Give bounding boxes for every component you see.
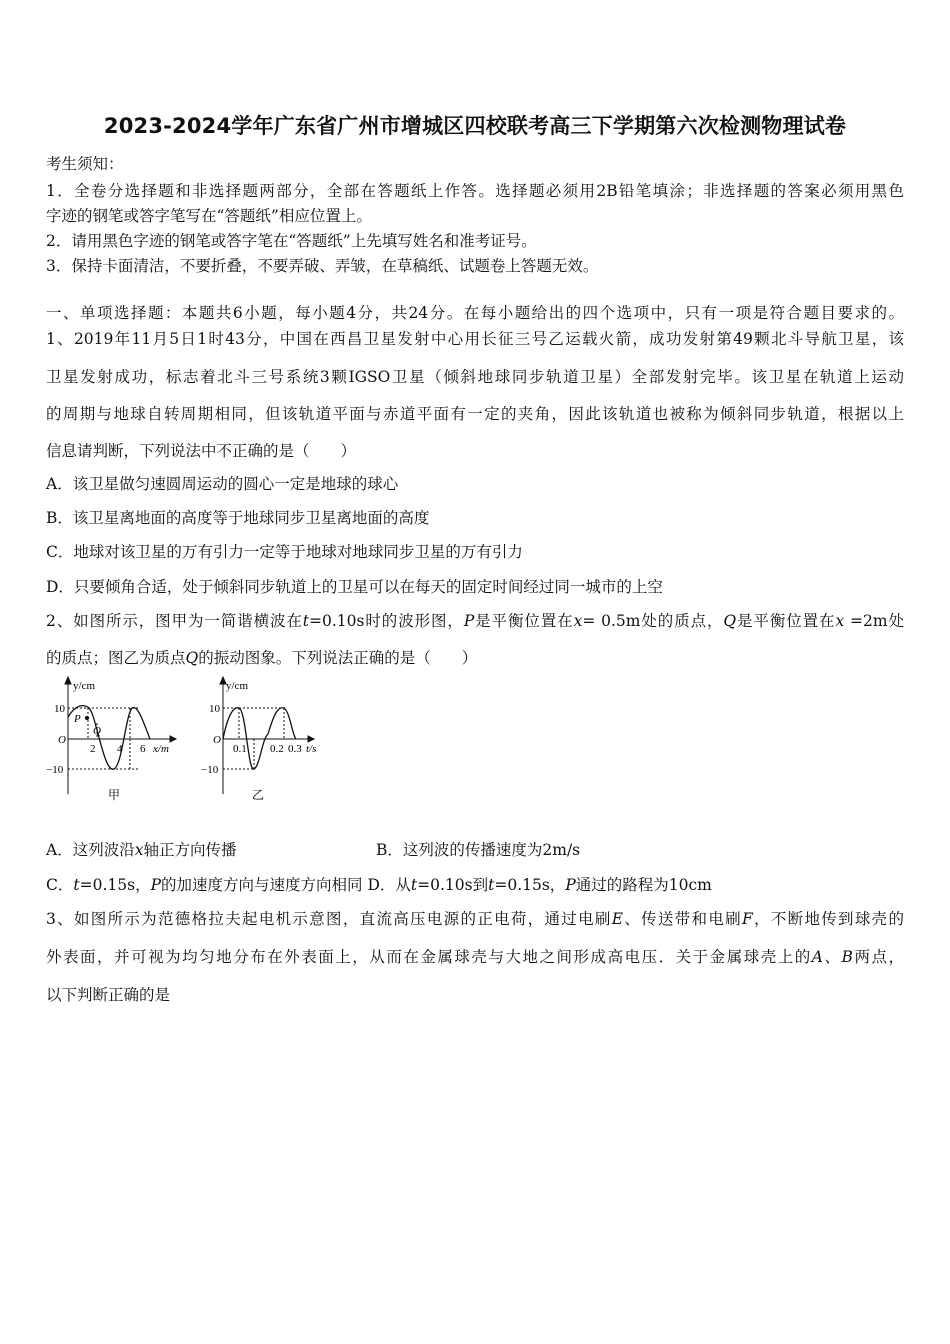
notice-item-2: 2．请用黑色字迹的钢笔或答字笔在“答题纸”上先填写姓名和准考证号。: [46, 232, 537, 250]
page-title: 2023-2024学年广东省广州市增城区四校联考高三下学期第六次检测物理试卷: [103, 114, 847, 138]
notice-item-3: 3．保持卡面清洁，不要折叠，不要弄破、弄皱，在草稿纸、试题卷上答题无效。: [46, 257, 599, 275]
q2-option-a: A．这列波沿x轴正方向传播: [46, 841, 237, 859]
q2-line-1: 2、如图所示，图甲为一简谐横波在t=0.10s时的波形图，P是平衡位置在x= 0.5m处的质点，Q是平衡位置在x =2m处: [46, 612, 904, 630]
q1-option-b: B．该卫星离地面的高度等于地球同步卫星离地面的高度: [46, 509, 430, 527]
yi-ylabel: y/cm: [226, 680, 248, 692]
q1-line-2: 卫星发射成功，标志着北斗三号系统3颗IGSO卫星（倾斜地球同步轨道卫星）全部发射完毕。该卫星在轨道上运动: [46, 368, 904, 386]
q3-line-1: 3、如图所示为范德格拉夫起电机示意图，直流高压电源的正电荷，通过电刷E、传送带和电刷F，不断地传到球壳的: [46, 910, 904, 928]
q2-option-c-d: C．t=0.15s，P的加速度方向与速度方向相同 D．从t=0.10s到t=0.15s，P通过的路程为10cm: [46, 876, 712, 894]
jia-tick-2: 2: [90, 743, 96, 755]
yi-tick-03: 0.3: [288, 743, 302, 755]
q2-line-2: 的质点；图乙为质点Q的振动图象。下列说法正确的是（ ）: [46, 649, 478, 667]
section-heading: 一、单项选择题：本题共6小题，每小题4分，共24分。在每小题给出的四个选项中，只有一项是符合题目要求的。: [46, 304, 904, 322]
yi-tick-01: 0.1: [233, 743, 247, 755]
notice-item-1a: 1．全卷分选择题和非选择题两部分，全部在答题纸上作答。选择题必须用2B铅笔填涂；非选择题的答案必须用黑色: [46, 182, 904, 200]
figure-yi: [220, 677, 317, 794]
notice-item-1b: 字迹的钢笔或答字笔写在“答题纸”相应位置上。: [46, 207, 372, 225]
yi-xlabel: t/s: [306, 743, 317, 755]
jia-ylabel: y/cm: [73, 680, 95, 692]
q1-option-c: C．地球对该卫星的万有引力一定等于地球对地球同步卫星的万有引力: [46, 543, 523, 561]
jia-tick-4: 4: [117, 743, 123, 755]
wave-figures: [40, 674, 330, 804]
notice-heading: 考生须知：: [46, 155, 124, 173]
q1-line-1: 1、2019年11月5日1时43分，中国在西昌卫星发射中心用长征三号乙运载火箭，成功发射第49颗北斗导航卫星，该: [46, 330, 904, 348]
yi-tick-02: 0.2: [270, 743, 284, 755]
yi-tick-m10: −10: [201, 764, 219, 776]
jia-caption: 甲: [108, 788, 121, 802]
jia-point-p: P: [74, 713, 81, 725]
q1-option-a: A．该卫星做匀速圆周运动的圆心一定是地球的球心: [46, 475, 399, 493]
q1-option-d: D．只要倾角合适，处于倾斜同步轨道上的卫星可以在每天的固定时间经过同一城市的上空: [46, 578, 663, 596]
q3-line-2: 外表面，并可视为均匀地分布在外表面上，从而在金属球壳与大地之间形成高电压．关于金属球壳上的A、B两点，: [46, 948, 904, 966]
jia-origin: O: [58, 734, 66, 746]
jia-xlabel: x/m: [153, 743, 169, 755]
q3-line-3: 以下判断正确的是: [46, 986, 171, 1004]
q1-line-4: 信息请判断，下列说法中不正确的是（ ）: [46, 442, 357, 460]
figure-jia: [65, 677, 176, 794]
yi-tick-10: 10: [209, 703, 220, 715]
jia-tick-10: 10: [54, 703, 65, 715]
jia-tick-6: 6: [140, 743, 146, 755]
jia-point-q: Q: [93, 725, 101, 737]
yi-origin: O: [213, 734, 221, 746]
yi-caption: 乙: [252, 788, 265, 802]
jia-tick-m10: −10: [46, 764, 64, 776]
q1-line-3: 的周期与地球自转周期相同，但该轨道平面与赤道平面有一定的夹角，因此该轨道也被称为倾斜同步轨道，根据以上: [46, 405, 904, 423]
q2-option-b: B．这列波的传播速度为2m/s: [376, 841, 581, 859]
